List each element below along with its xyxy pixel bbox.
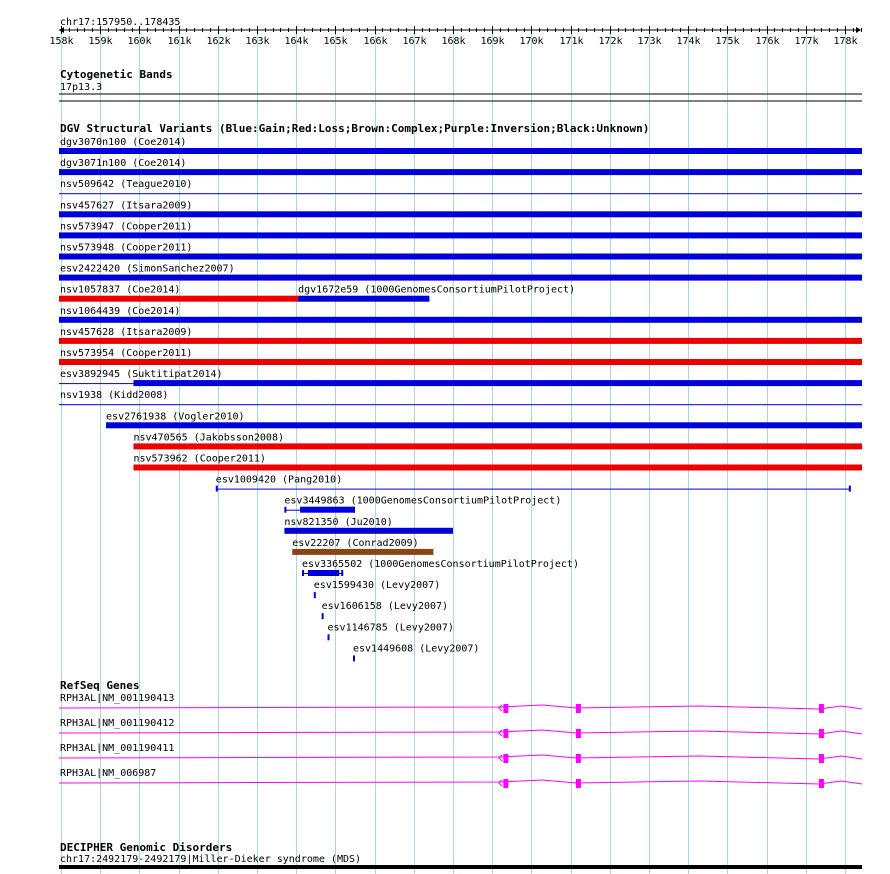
dgv-feature-bar[interactable] bbox=[59, 296, 298, 302]
dgv-feature-label: nsv457628 (Itsara2009) bbox=[60, 326, 193, 338]
dgv-feature-tick[interactable] bbox=[328, 634, 330, 640]
dgv-feature-bar[interactable] bbox=[59, 338, 862, 344]
dgv-feature-label: dgv3070n100 (Coe2014) bbox=[60, 137, 187, 148]
refseq-gene-exon[interactable] bbox=[503, 754, 508, 763]
dgv-feature-bar[interactable] bbox=[300, 507, 355, 513]
refseq-gene-exon[interactable] bbox=[576, 779, 581, 788]
refseq-gene-exon[interactable] bbox=[819, 704, 824, 713]
dgv-feature-label: nsv573962 (Cooper2011) bbox=[133, 453, 266, 465]
dgv-feature-bar[interactable] bbox=[298, 296, 429, 302]
refseq-gene-exon[interactable] bbox=[503, 779, 508, 788]
ruler-tick-label: 159k bbox=[88, 36, 113, 47]
ruler-tick-label: 175k bbox=[715, 36, 740, 47]
region-label: chr17:157950..178435 bbox=[60, 17, 181, 28]
refseq-gene-label: RPH3AL|NM_006987 bbox=[60, 768, 157, 779]
dgv-feature[interactable] bbox=[59, 404, 862, 405]
ruler-tick-label: 168k bbox=[441, 36, 466, 47]
decipher-track[interactable] bbox=[59, 841, 862, 869]
dgv-feature-tick[interactable] bbox=[322, 613, 324, 619]
dgv-feature[interactable] bbox=[59, 232, 862, 238]
dgv-feature-label: esv1449608 (Levy2007) bbox=[352, 643, 480, 655]
decipher-feature-bar[interactable] bbox=[59, 865, 862, 869]
dgv-feature[interactable] bbox=[106, 422, 862, 428]
ruler-tick-label: 167k bbox=[402, 36, 427, 47]
ruler-tick-label: 177k bbox=[794, 36, 819, 47]
dgv-feature-label: nsv457627 (Itsara2009) bbox=[60, 200, 193, 212]
refseq-gene-exon[interactable] bbox=[819, 779, 824, 788]
dgv-feature-bar[interactable] bbox=[59, 359, 862, 365]
dgv-track-title: DGV Structural Variants (Blue:Gain;Red:Loss;Brown:Complex;Purple:Inversion;Black:Unknown) bbox=[60, 122, 650, 135]
dgv-feature-label: nsv573954 (Cooper2011) bbox=[60, 348, 193, 359]
refseq-gene-label: RPH3AL|NM_001190412 bbox=[60, 718, 175, 729]
cytoband-label: 17p13.3 bbox=[60, 82, 103, 93]
dgv-feature-label: nsv1057837 (Coe2014) bbox=[60, 284, 181, 296]
dgv-feature[interactable] bbox=[59, 338, 862, 344]
ruler-tick-label: 160k bbox=[127, 36, 152, 47]
ruler-tick-label: 171k bbox=[559, 36, 584, 47]
ruler-tick-label: 166k bbox=[363, 36, 388, 47]
dgv-feature-end-tick[interactable] bbox=[341, 570, 343, 576]
refseq-gene-strand-arrow bbox=[499, 780, 502, 786]
dgv-feature-label: nsv509642 (Teague2010) bbox=[60, 179, 193, 191]
ruler-right-arrow bbox=[856, 27, 861, 33]
dgv-feature[interactable] bbox=[284, 528, 453, 534]
dgv-feature-label: nsv573947 (Cooper2011) bbox=[60, 221, 193, 233]
dgv-feature-bar[interactable] bbox=[133, 380, 862, 386]
ruler-tick-label: 165k bbox=[323, 36, 348, 47]
refseq-gene-exon[interactable] bbox=[576, 704, 581, 713]
refseq-gene-strand-arrow bbox=[499, 705, 502, 711]
dgv-feature-end-tick[interactable] bbox=[302, 570, 304, 576]
decipher-feature-label: chr17:2492179-2492179|Miller-Dieker syndrome (MDS) bbox=[60, 854, 362, 865]
dgv-feature[interactable] bbox=[302, 570, 343, 576]
refseq-gene-exon[interactable] bbox=[576, 729, 581, 738]
dgv-feature[interactable] bbox=[292, 549, 433, 555]
dgv-feature[interactable] bbox=[59, 380, 862, 386]
dgv-feature[interactable] bbox=[216, 486, 851, 492]
dgv-feature-label: nsv1064439 (Coe2014) bbox=[60, 305, 181, 317]
dgv-feature[interactable] bbox=[133, 465, 862, 471]
dgv-feature-bar[interactable] bbox=[59, 317, 862, 323]
dgv-feature-label: nsv470565 (Jakobsson2008) bbox=[133, 432, 284, 444]
dgv-feature[interactable] bbox=[59, 211, 862, 217]
dgv-feature-tick[interactable] bbox=[353, 655, 355, 661]
dgv-feature-bar[interactable] bbox=[133, 465, 862, 471]
ruler-track[interactable] bbox=[49, 17, 861, 47]
dgv-feature[interactable] bbox=[59, 359, 862, 365]
dgv-feature-label: esv3449863 (1000GenomesConsortiumPilotProject) bbox=[284, 495, 562, 507]
dgv-feature[interactable] bbox=[59, 275, 862, 281]
dgv-feature-bar[interactable] bbox=[59, 232, 862, 238]
dgv-feature-bar[interactable] bbox=[59, 275, 862, 281]
dgv-feature[interactable] bbox=[328, 634, 330, 640]
dgv-feature-label: esv1599430 (Levy2007) bbox=[313, 580, 441, 592]
dgv-feature[interactable] bbox=[133, 443, 862, 449]
dgv-feature-label: esv2422420 (SimonSanchez2007) bbox=[60, 263, 235, 275]
ruler-tick-label: 164k bbox=[284, 36, 309, 47]
refseq-gene-exon[interactable] bbox=[576, 754, 581, 763]
dgv-feature-bar[interactable] bbox=[59, 254, 862, 260]
dgv-feature[interactable] bbox=[59, 169, 862, 175]
dgv-feature-label: dgv1672e59 (1000GenomesConsortiumPilotProject) bbox=[298, 284, 576, 296]
refseq-gene-exon[interactable] bbox=[819, 754, 824, 763]
dgv-feature-label: esv22207 (Conrad2009) bbox=[292, 537, 419, 549]
ruler-tick-label: 176k bbox=[755, 36, 780, 47]
ruler-tick-label: 162k bbox=[206, 36, 231, 47]
dgv-feature-bar[interactable] bbox=[59, 148, 862, 154]
cytoband-track-title: Cytogenetic Bands bbox=[60, 68, 173, 81]
ruler-tick-label: 174k bbox=[676, 36, 701, 47]
dgv-feature-end-tick[interactable] bbox=[216, 486, 218, 492]
dgv-feature-label: dgv3071n100 (Coe2014) bbox=[60, 158, 187, 170]
ruler-tick-label: 163k bbox=[245, 36, 270, 47]
ruler-tick-label: 172k bbox=[598, 36, 623, 47]
dgv-feature-end-tick[interactable] bbox=[849, 486, 851, 492]
dgv-feature-label: esv3892945 (Suktitipat2014) bbox=[60, 369, 223, 381]
ruler-ticks bbox=[49, 26, 861, 47]
dgv-feature-label: esv1009420 (Pang2010) bbox=[215, 474, 343, 486]
dgv-feature-end-tick[interactable] bbox=[284, 507, 286, 513]
dgv-feature[interactable] bbox=[322, 613, 324, 619]
dgv-feature-tick[interactable] bbox=[314, 592, 316, 598]
dgv-feature[interactable] bbox=[284, 507, 355, 513]
refseq-track-title: RefSeq Genes bbox=[60, 679, 140, 692]
refseq-gene-label: RPH3AL|NM_001190411 bbox=[60, 743, 175, 754]
ruler-tick-label: 161k bbox=[167, 36, 192, 47]
decipher-track-title: DECIPHER Genomic Disorders bbox=[60, 841, 233, 854]
dgv-feature[interactable] bbox=[314, 592, 316, 598]
dgv-feature[interactable] bbox=[59, 296, 298, 302]
dgv-feature-line[interactable] bbox=[216, 489, 851, 490]
refseq-gene-exon[interactable] bbox=[503, 729, 508, 738]
refseq-gene-exon[interactable] bbox=[819, 729, 824, 738]
dgv-feature-label: nsv821350 (Ju2010) bbox=[284, 516, 393, 528]
dgv-feature-bar[interactable] bbox=[284, 528, 453, 534]
dgv-feature[interactable] bbox=[59, 254, 862, 260]
refseq-gene-strand-arrow bbox=[499, 730, 502, 736]
ruler-tick-label: 169k bbox=[480, 36, 505, 47]
dgv-feature[interactable] bbox=[59, 193, 862, 194]
dgv-feature-bar[interactable] bbox=[59, 169, 862, 175]
dgv-feature-bar[interactable] bbox=[292, 549, 433, 555]
dgv-feature[interactable] bbox=[59, 317, 862, 323]
ruler-tick-label: 178k bbox=[833, 36, 858, 47]
dgv-feature[interactable] bbox=[353, 655, 355, 661]
dgv-feature-line[interactable] bbox=[59, 383, 133, 384]
dgv-feature-label: esv1146785 (Levy2007) bbox=[327, 622, 454, 634]
dgv-feature-bar[interactable] bbox=[308, 570, 339, 576]
dgv-feature[interactable] bbox=[59, 148, 862, 154]
dgv-feature-line[interactable] bbox=[59, 193, 862, 194]
dgv-feature-label: esv1606158 (Levy2007) bbox=[321, 601, 449, 613]
dgv-feature[interactable] bbox=[298, 296, 429, 302]
dgv-feature-label: nsv1938 (Kidd2008) bbox=[60, 390, 169, 402]
dgv-feature-label: esv2761938 (Vogler2010) bbox=[106, 411, 245, 423]
refseq-gene-label: RPH3AL|NM_001190413 bbox=[60, 693, 175, 704]
dgv-feature-label: esv3365502 (1000GenomesConsortiumPilotProject) bbox=[302, 559, 579, 570]
ruler-tick-label: 173k bbox=[637, 36, 662, 47]
dgv-feature-end-tick[interactable] bbox=[353, 507, 355, 513]
refseq-gene-strand-arrow bbox=[499, 755, 502, 761]
dgv-feature-label: nsv573948 (Cooper2011) bbox=[60, 242, 193, 254]
dgv-feature-bar[interactable] bbox=[59, 211, 862, 217]
dgv-feature-bar[interactable] bbox=[106, 422, 862, 428]
dgv-feature-bar[interactable] bbox=[133, 443, 862, 449]
ruler-tick-label: 170k bbox=[519, 36, 544, 47]
ruler-tick-label: 158k bbox=[49, 36, 74, 47]
refseq-gene-exon[interactable] bbox=[503, 704, 508, 713]
dgv-feature-line[interactable] bbox=[59, 404, 862, 405]
